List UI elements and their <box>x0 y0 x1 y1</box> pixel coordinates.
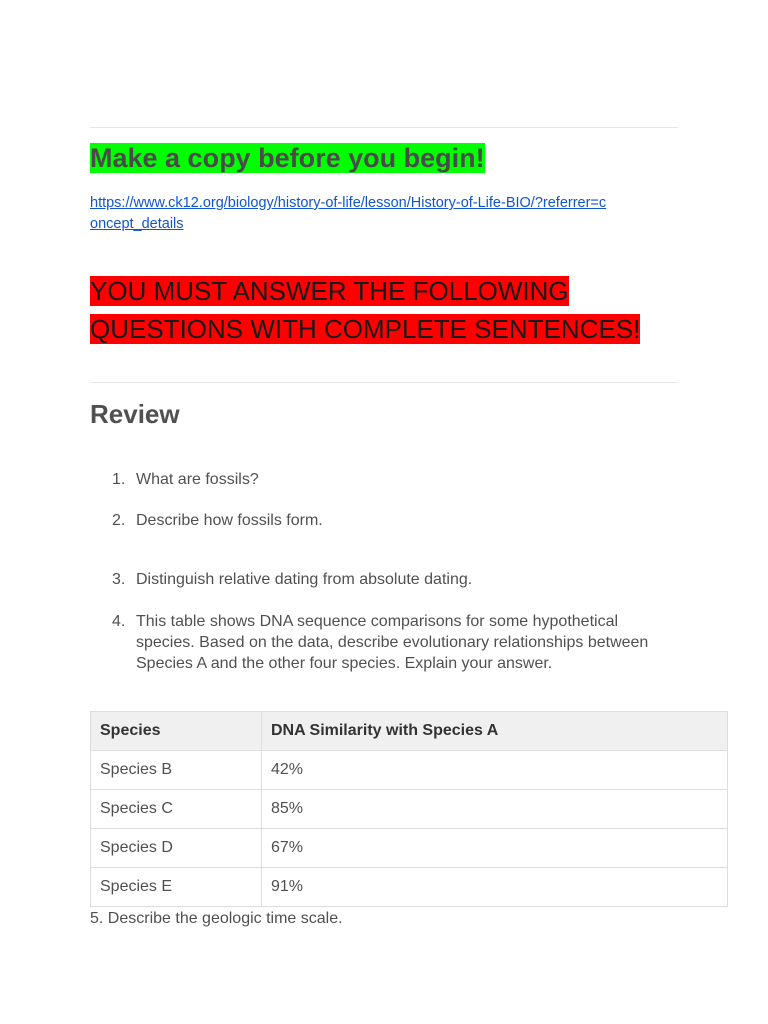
species-cell: Species E <box>91 868 262 907</box>
divider-middle <box>90 382 678 383</box>
species-cell: Species C <box>91 790 262 829</box>
question-number: 4. <box>112 613 126 630</box>
review-heading: Review <box>90 399 180 429</box>
dna-similarity-table <box>90 711 728 907</box>
table-header-row <box>91 712 728 751</box>
ck12-lesson-link[interactable]: https://www.ck12.org/biology/history-of-life/lesson/History-of-Life-BIO/?referrer=concept_details <box>90 195 607 232</box>
table-row <box>91 868 728 907</box>
similarity-cell: 67% <box>262 829 728 868</box>
species-cell: Species B <box>91 751 262 790</box>
question-5: 5. Describe the geologic time scale. <box>90 910 343 927</box>
question-number: 3. <box>112 571 126 588</box>
table-row <box>91 829 728 868</box>
question-text: This table shows DNA sequence comparisons for some hypothetical species. Based on the data, describe evolutionary relationships between Species A and the other four species. Explain your answer. <box>136 613 649 672</box>
question-text: Describe how fossils form. <box>136 512 323 529</box>
similarity-cell: 85% <box>262 790 728 829</box>
similarity-cell: 91% <box>262 868 728 907</box>
table-row <box>91 790 728 829</box>
complete-sentences-warning <box>90 272 710 348</box>
copy-notice-heading <box>90 141 485 175</box>
copy-notice-text: Make a copy before you begin! <box>90 143 485 173</box>
question-number: 1. <box>112 471 126 488</box>
warning-text: YOU MUST ANSWER THE FOLLOWING QUESTIONS WITH COMPLETE SENTENCES! <box>90 276 641 344</box>
similarity-cell: 42% <box>262 751 728 790</box>
divider-top <box>90 127 678 128</box>
header-dna-similarity: DNA Similarity with Species A <box>262 712 728 751</box>
header-species: Species <box>91 712 262 751</box>
table-row <box>91 751 728 790</box>
question-text: Distinguish relative dating from absolute dating. <box>136 571 473 588</box>
species-cell: Species D <box>91 829 262 868</box>
question-number: 2. <box>112 512 126 529</box>
question-text: What are fossils? <box>136 471 259 488</box>
